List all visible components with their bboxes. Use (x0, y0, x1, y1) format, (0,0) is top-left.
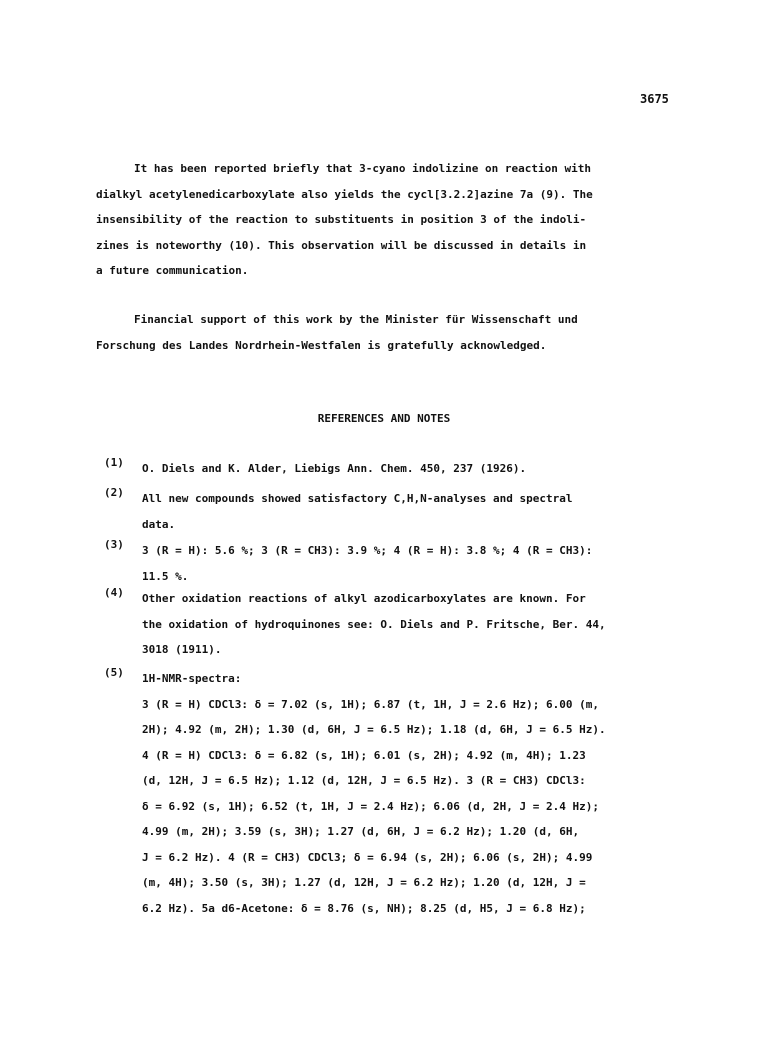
text-line: insensibility of the reaction to substituents in position 3 of the indoli- (96, 213, 587, 226)
text-line: 4 (R = H) CDCl3: δ = 6.82 (s, 1H); 6.01 (s, 2H); 4.92 (m, 4H); 1.23 (142, 748, 586, 762)
text-line: (d, 12H, J = 6.5 Hz); 1.12 (d, 12H, J = 6.5 Hz). 3 (R = CH3) CDCl3: (142, 774, 586, 787)
text-line: 2H); 4.92 (m, 2H); 1.30 (d, 6H, J = 6.5 Hz); 1.18 (d, 6H, J = 6.5 Hz). (142, 723, 606, 736)
text-line: Forschung des Landes Nordrhein-Westfalen is gratefully acknowledged. (96, 338, 547, 352)
reference-text (142, 586, 702, 663)
text-line: the oxidation of hydroquinones see: O. Diels and P. Fritsche, Ber. 44, (142, 617, 606, 631)
reference-number: (4) (104, 586, 124, 599)
reference-text (142, 538, 702, 589)
text-line: data. (142, 517, 176, 531)
text-line: 1H-NMR-spectra: (142, 672, 242, 685)
reference-number: (1) (104, 456, 124, 469)
text-line: Other oxidation reactions of alkyl azodicarboxylates are known. For (142, 592, 586, 605)
text-line: Financial support of this work by the Minister für Wissenschaft und (134, 313, 578, 326)
reference-text (142, 666, 702, 921)
text-line: J = 6.2 Hz). 4 (R = CH3) CDCl3; δ = 6.94 (s, 2H); 6.06 (s, 2H); 4.99 (142, 850, 593, 864)
text-line: zines is noteworthy (10). This observation will be discussed in details in (96, 238, 587, 252)
text-line: 3 (R = H) CDCl3: δ = 7.02 (s, 1H); 6.87 (t, 1H, J = 2.6 Hz); 6.00 (m, (142, 697, 599, 711)
text-line: a future communication. (96, 264, 249, 277)
body-paragraph-acknowledgement (96, 307, 696, 358)
body-paragraph-reaction (96, 156, 696, 284)
text-line: (m, 4H); 3.50 (s, 3H); 1.27 (d, 12H, J = 6.2 Hz); 1.20 (d, 12H, J = (142, 876, 586, 889)
reference-number: (5) (104, 666, 124, 679)
text-line: O. Diels and K. Alder, Liebigs Ann. Chem. 450, 237 (1926). (142, 462, 527, 475)
reference-number: (2) (104, 486, 124, 499)
reference-number: (3) (104, 538, 124, 551)
text-line: 6.2 Hz). 5a d6-Acetone: δ = 8.76 (s, NH); 8.25 (d, H5, J = 6.8 Hz); (142, 901, 586, 915)
text-line: 11.5 %. (142, 569, 189, 583)
text-line: It has been reported briefly that 3-cyano indolizine on reaction with (134, 162, 591, 175)
text-line: 4.99 (m, 2H); 3.59 (s, 3H); 1.27 (d, 6H, J = 6.2 Hz); 1.20 (d, 6H, (142, 825, 580, 838)
reference-text (142, 486, 702, 537)
reference-text (142, 456, 702, 482)
text-line: δ = 6.92 (s, 1H); 6.52 (t, 1H, J = 2.4 Hz); 6.06 (d, 2H, J = 2.4 Hz); (142, 799, 599, 813)
text-line: dialkyl acetylenedicarboxylate also yields the cycl[3.2.2]azine 7a (9). The (96, 187, 593, 201)
page-number: 3675 (640, 92, 669, 106)
text-line: 3 (R = H): 5.6 %; 3 (R = CH3): 3.9 %; 4 (R = H): 3.8 %; 4 (R = CH3): (142, 544, 593, 557)
text-line: 3018 (1911). (142, 643, 222, 656)
references-heading: REFERENCES AND NOTES (317, 412, 451, 425)
text-line: All new compounds showed satisfactory C,H,N-analyses and spectral (142, 492, 573, 505)
